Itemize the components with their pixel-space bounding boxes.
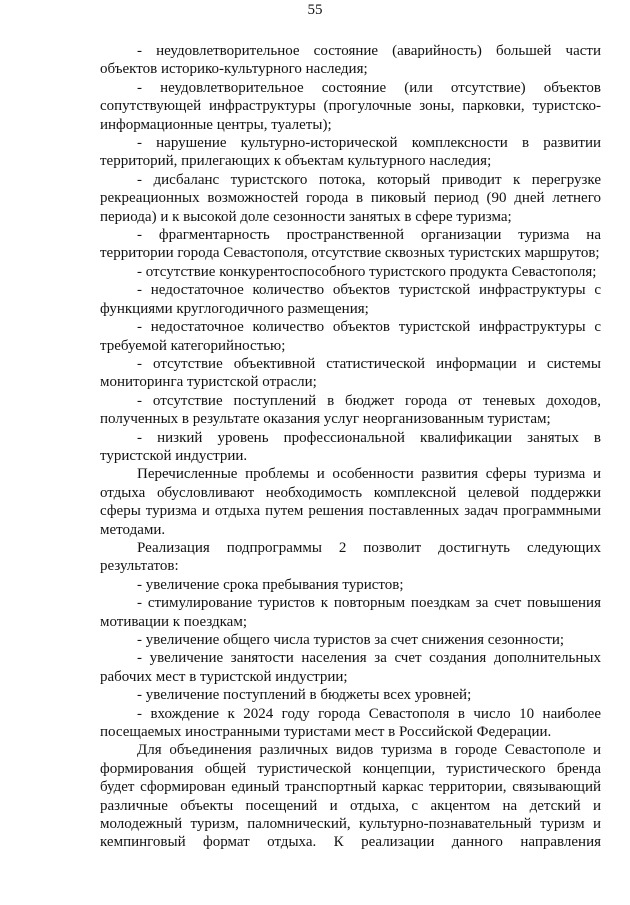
paragraph-2: - неудовлетворительное состояние (или отсутствие) объектов сопутствующей инфраструктуры (прогулочные зоны, парковки, туристско-информационные центры, туалеты); [100, 79, 601, 133]
paragraph-10: - отсутствие поступлений в бюджет города от теневых доходов, полученных в результате оказания услуг неорганизованным туристам; [100, 392, 601, 428]
paragraph-18: - увеличение поступлений в бюджеты всех уровней; [137, 687, 472, 704]
paragraph-20: Для объединения различных видов туризма в городе Севастополе и формирования общей туристической концепции, туристического бренда будет сформирован единый транспортный каркас территории, связывающий различные объекты посещений и отдыха, с акцентом на детский и молодежный туризм, паломнический, культурно-познавательный туризм и кемпинговый формат отдыха. К реализации данного направления [100, 742, 601, 851]
paragraph-12: Перечисленные проблемы и особенности развития сферы туризма и отдыха обусловливают необходимость комплексной целевой поддержки сферы туризма и отдыха путем решения поставленных задач программными методами. [100, 466, 601, 538]
paragraph-4: - дисбаланс туристского потока, который приводит к перегрузке рекреационных возможностей города в пиковый период (90 дней летнего периода) и к высокой доле сезонности занятых в сфере туризма; [100, 171, 601, 225]
paragraph-7: - недостаточное количество объектов туристской инфраструктуры с функциями круглогодичного размещения; [100, 282, 601, 317]
paragraph-17: - увеличение занятости населения за счет создания дополнительных рабочих мест в туристской индустрии; [100, 650, 601, 685]
document-body [100, 42, 601, 852]
paragraph-16: - увеличение общего числа туристов за счет снижения сезонности; [137, 632, 565, 648]
paragraph-5: - фрагментарность пространственной организации туризма на территории города Севастополя, отсутствие сквозных туристских маршрутов; [100, 227, 601, 262]
paragraph-9: - отсутствие объективной статистической информации и системы мониторинга туристской отрасли; [100, 355, 601, 391]
paragraph-11: - низкий уровень профессиональной квалификации занятых в туристской индустрии. [100, 429, 601, 464]
page-number: 55 [307, 2, 323, 18]
paragraph-15: - стимулирование туристов к повторным поездкам за счет повышения мотивации к поездкам; [100, 595, 601, 630]
paragraph-6: - отсутствие конкурентоспособного туристского продукта Севастополя; [137, 263, 597, 280]
paragraph-19: - вхождение к 2024 году города Севастополя в число 10 наиболее посещаемых иностранными туристами мест в Российской Федерации. [100, 705, 601, 741]
paragraph-1: - неудовлетворительное состояние (аварийность) большей части объектов историко-культурного наследия; [100, 43, 601, 78]
paragraph-14: - увеличение срока пребывания туристов; [137, 576, 404, 593]
paragraph-3: - нарушение культурно-исторической комплексности в развитии территорий, прилегающих к объектам культурного наследия; [100, 135, 601, 170]
paragraph-8: - недостаточное количество объектов туристской инфраструктуры с требуемой категорийностью; [100, 319, 601, 354]
paragraph-13: Реализация подпрограммы 2 позволит достигнуть следующих результатов: [100, 539, 601, 575]
